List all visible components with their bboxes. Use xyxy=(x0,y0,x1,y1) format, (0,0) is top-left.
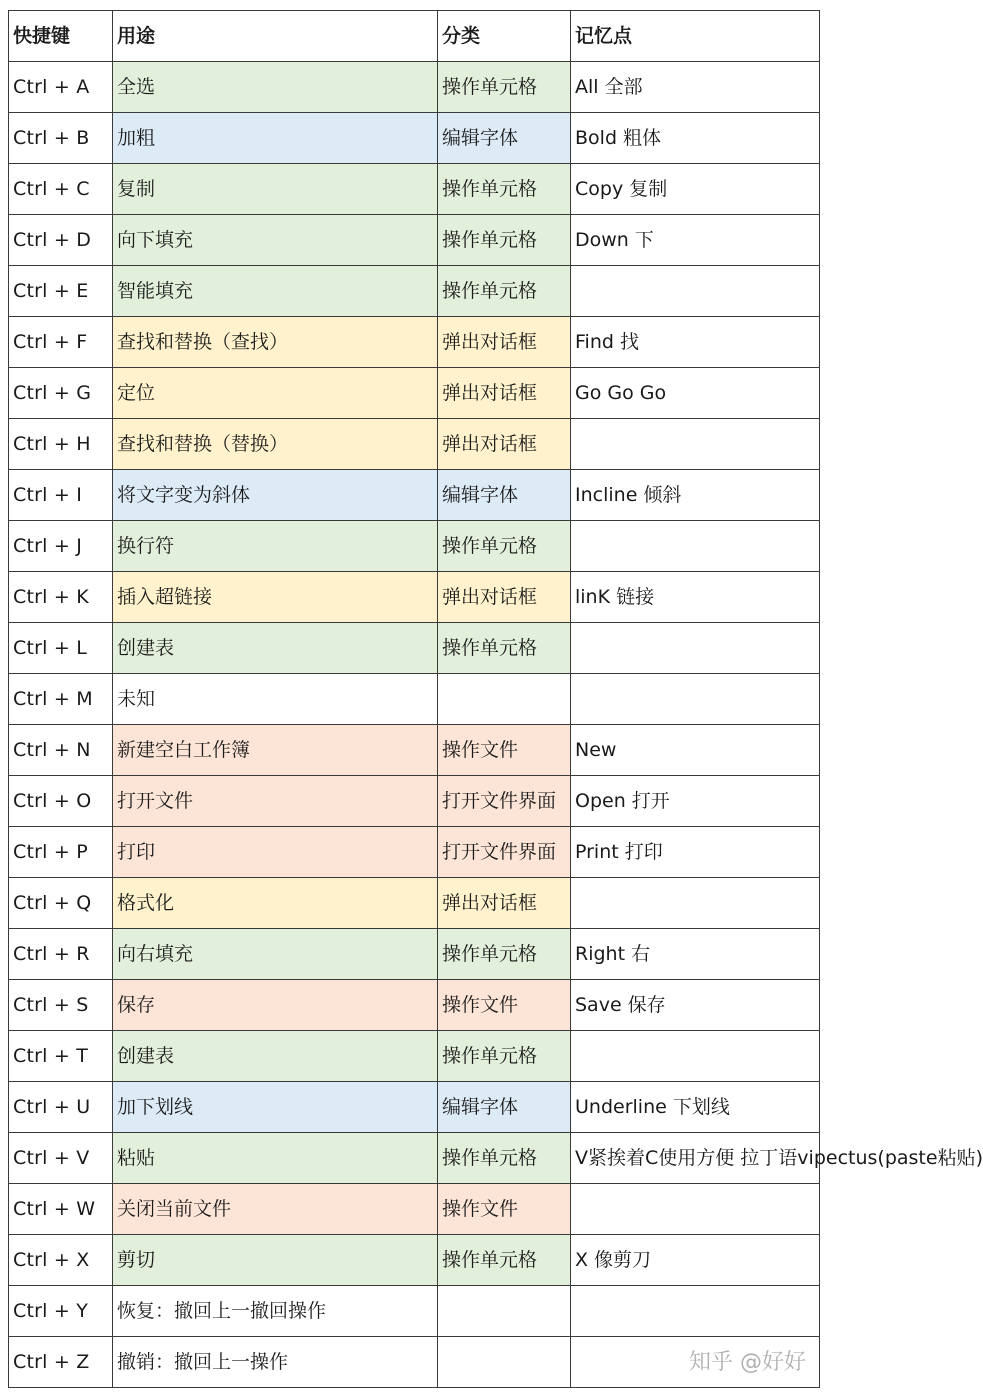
memo-cell[interactable]: X 像剪刀 xyxy=(571,1235,820,1286)
shortcut-cell[interactable]: Ctrl + X xyxy=(9,1235,113,1286)
memo-cell[interactable] xyxy=(571,1286,820,1337)
header-category[interactable]: 分类 xyxy=(438,11,571,62)
shortcut-cell[interactable]: Ctrl + L xyxy=(9,623,113,674)
table-row xyxy=(9,1286,820,1337)
memo-cell[interactable] xyxy=(571,266,820,317)
purpose-cell[interactable]: 插入超链接 xyxy=(113,572,438,623)
shortcut-cell[interactable]: Ctrl + N xyxy=(9,725,113,776)
table-row xyxy=(9,878,820,929)
table-row xyxy=(9,980,820,1031)
shortcut-cell[interactable]: Ctrl + T xyxy=(9,1031,113,1082)
memo-cell[interactable] xyxy=(571,878,820,929)
table-row xyxy=(9,521,820,572)
purpose-cell[interactable]: 剪切 xyxy=(113,1235,438,1286)
category-cell[interactable]: 操作单元格 xyxy=(438,623,571,674)
purpose-cell[interactable]: 创建表 xyxy=(113,1031,438,1082)
shortcut-cell[interactable]: Ctrl + P xyxy=(9,827,113,878)
shortcut-cell[interactable]: Ctrl + E xyxy=(9,266,113,317)
table-row xyxy=(9,1082,820,1133)
category-cell[interactable]: 打开文件界面 xyxy=(438,827,571,878)
shortcut-cell[interactable]: Ctrl + G xyxy=(9,368,113,419)
category-cell[interactable]: 操作单元格 xyxy=(438,521,571,572)
shortcut-cell[interactable]: Ctrl + I xyxy=(9,470,113,521)
purpose-cell[interactable]: 粘贴 xyxy=(113,1133,438,1184)
table-row xyxy=(9,419,820,470)
table-row xyxy=(9,929,820,980)
category-cell[interactable]: 弹出对话框 xyxy=(438,572,571,623)
memo-cell[interactable]: Right 右 xyxy=(571,929,820,980)
memo-cell[interactable]: Copy 复制 xyxy=(571,164,820,215)
category-cell[interactable]: 打开文件界面 xyxy=(438,776,571,827)
table-row xyxy=(9,623,820,674)
table-row xyxy=(9,725,820,776)
shortcut-cell[interactable]: Ctrl + W xyxy=(9,1184,113,1235)
purpose-cell[interactable]: 将文字变为斜体 xyxy=(113,470,438,521)
purpose-cell[interactable]: 新建空白工作簿 xyxy=(113,725,438,776)
table-row xyxy=(9,776,820,827)
shortcut-cell[interactable]: Ctrl + Z xyxy=(9,1337,113,1388)
table-row xyxy=(9,113,820,164)
header-row xyxy=(9,11,820,62)
category-cell[interactable]: 操作单元格 xyxy=(438,266,571,317)
purpose-cell[interactable]: 打印 xyxy=(113,827,438,878)
memo-cell[interactable]: Print 打印 xyxy=(571,827,820,878)
category-cell[interactable]: 编辑字体 xyxy=(438,470,571,521)
shortcut-cell[interactable]: Ctrl + C xyxy=(9,164,113,215)
purpose-cell[interactable]: 查找和替换（替换） xyxy=(113,419,438,470)
table-row xyxy=(9,62,820,113)
memo-cell[interactable]: Open 打开 xyxy=(571,776,820,827)
shortcut-cell[interactable]: Ctrl + K xyxy=(9,572,113,623)
table-row xyxy=(9,827,820,878)
category-cell[interactable]: 操作文件 xyxy=(438,1184,571,1235)
purpose-cell[interactable]: 加下划线 xyxy=(113,1082,438,1133)
table-row xyxy=(9,215,820,266)
shortcut-cell[interactable]: Ctrl + D xyxy=(9,215,113,266)
purpose-cell[interactable]: 换行符 xyxy=(113,521,438,572)
category-cell[interactable] xyxy=(438,1286,571,1337)
category-cell[interactable]: 弹出对话框 xyxy=(438,317,571,368)
table-row xyxy=(9,1184,820,1235)
memo-cell[interactable] xyxy=(571,419,820,470)
shortcut-cell[interactable]: Ctrl + Y xyxy=(9,1286,113,1337)
category-cell[interactable]: 弹出对话框 xyxy=(438,878,571,929)
purpose-cell[interactable]: 撤销：撤回上一操作 xyxy=(113,1337,438,1388)
category-cell[interactable]: 操作单元格 xyxy=(438,215,571,266)
purpose-cell[interactable]: 保存 xyxy=(113,980,438,1031)
memo-cell[interactable]: Go Go Go xyxy=(571,368,820,419)
memo-cell[interactable]: All 全部 xyxy=(571,62,820,113)
category-cell[interactable] xyxy=(438,674,571,725)
purpose-cell[interactable]: 未知 xyxy=(113,674,438,725)
memo-cell[interactable] xyxy=(571,1031,820,1082)
shortcut-cell[interactable]: Ctrl + Q xyxy=(9,878,113,929)
shortcut-cell[interactable]: Ctrl + A xyxy=(9,62,113,113)
header-shortcut[interactable]: 快捷键 xyxy=(9,11,113,62)
purpose-cell[interactable]: 格式化 xyxy=(113,878,438,929)
purpose-cell[interactable]: 向右填充 xyxy=(113,929,438,980)
category-cell[interactable]: 操作单元格 xyxy=(438,1031,571,1082)
table-row xyxy=(9,368,820,419)
category-cell[interactable]: 操作单元格 xyxy=(438,929,571,980)
table-row xyxy=(9,164,820,215)
category-cell[interactable]: 操作单元格 xyxy=(438,62,571,113)
table-row xyxy=(9,572,820,623)
shortcut-cell[interactable]: Ctrl + V xyxy=(9,1133,113,1184)
table-row xyxy=(9,1031,820,1082)
purpose-cell[interactable]: 打开文件 xyxy=(113,776,438,827)
memo-cell[interactable] xyxy=(571,521,820,572)
memo-cell[interactable] xyxy=(571,623,820,674)
category-cell[interactable]: 操作单元格 xyxy=(438,1235,571,1286)
category-cell[interactable] xyxy=(438,1337,571,1388)
shortcut-cell[interactable]: Ctrl + U xyxy=(9,1082,113,1133)
memo-cell[interactable]: Save 保存 xyxy=(571,980,820,1031)
memo-cell[interactable]: linK 链接 xyxy=(571,572,820,623)
shortcut-cell[interactable]: Ctrl + B xyxy=(9,113,113,164)
header-purpose[interactable]: 用途 xyxy=(113,11,438,62)
shortcut-cell[interactable]: Ctrl + S xyxy=(9,980,113,1031)
purpose-cell[interactable]: 创建表 xyxy=(113,623,438,674)
purpose-cell[interactable]: 查找和替换（查找） xyxy=(113,317,438,368)
memo-cell[interactable]: New xyxy=(571,725,820,776)
shortcut-cell[interactable]: Ctrl + H xyxy=(9,419,113,470)
memo-cell[interactable]: Underline 下划线 xyxy=(571,1082,820,1133)
memo-cell[interactable]: Find 找 xyxy=(571,317,820,368)
header-memo[interactable]: 记忆点 xyxy=(571,11,820,62)
category-cell[interactable]: 弹出对话框 xyxy=(438,368,571,419)
shortcut-cell[interactable]: Ctrl + F xyxy=(9,317,113,368)
purpose-cell[interactable]: 加粗 xyxy=(113,113,438,164)
memo-cell[interactable]: Down 下 xyxy=(571,215,820,266)
shortcut-cell[interactable]: Ctrl + O xyxy=(9,776,113,827)
purpose-cell[interactable]: 全选 xyxy=(113,62,438,113)
memo-cell[interactable]: Incline 倾斜 xyxy=(571,470,820,521)
table-row xyxy=(9,470,820,521)
table-row xyxy=(9,1235,820,1286)
shortcut-table xyxy=(8,10,983,1388)
table-row xyxy=(9,674,820,725)
category-cell[interactable]: 操作文件 xyxy=(438,980,571,1031)
table-row xyxy=(9,266,820,317)
shortcut-cell[interactable]: Ctrl + R xyxy=(9,929,113,980)
memo-cell[interactable] xyxy=(571,1184,820,1235)
shortcut-cell[interactable]: Ctrl + J xyxy=(9,521,113,572)
table-row xyxy=(9,1133,820,1184)
category-cell[interactable]: 操作单元格 xyxy=(438,1133,571,1184)
category-cell[interactable]: 操作单元格 xyxy=(438,164,571,215)
category-cell[interactable]: 编辑字体 xyxy=(438,113,571,164)
category-cell[interactable]: 操作文件 xyxy=(438,725,571,776)
table-row xyxy=(9,317,820,368)
memo-cell[interactable]: V紧挨着C使用方便 拉丁语vipectus(paste粘贴) xyxy=(571,1133,820,1184)
purpose-cell[interactable]: 定位 xyxy=(113,368,438,419)
purpose-cell[interactable]: 向下填充 xyxy=(113,215,438,266)
watermark-text: 知乎 @好好 xyxy=(689,1350,806,1375)
category-cell[interactable]: 弹出对话框 xyxy=(438,419,571,470)
purpose-cell[interactable]: 关闭当前文件 xyxy=(113,1184,438,1235)
purpose-cell[interactable]: 恢复：撤回上一撤回操作 xyxy=(113,1286,438,1337)
purpose-cell[interactable]: 复制 xyxy=(113,164,438,215)
shortcut-cell[interactable]: Ctrl + M xyxy=(9,674,113,725)
memo-cell[interactable] xyxy=(571,674,820,725)
memo-cell[interactable]: Bold 粗体 xyxy=(571,113,820,164)
category-cell[interactable]: 编辑字体 xyxy=(438,1082,571,1133)
purpose-cell[interactable]: 智能填充 xyxy=(113,266,438,317)
